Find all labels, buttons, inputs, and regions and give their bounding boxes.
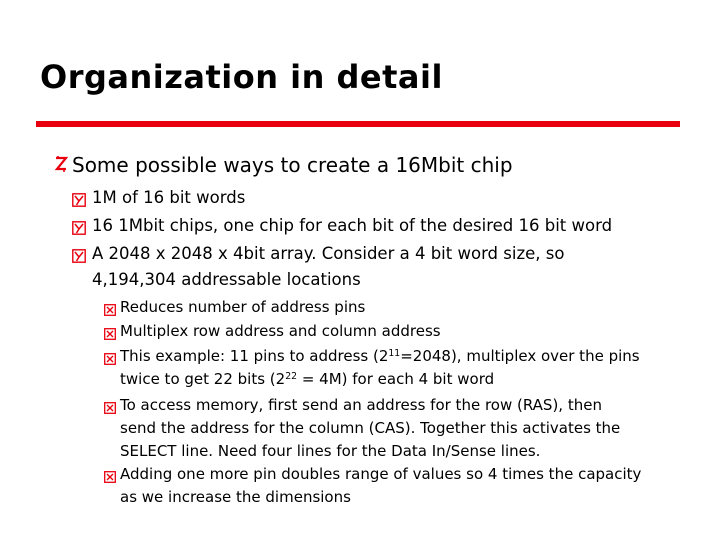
level3-item	[120, 347, 640, 365]
y-box-bullet-icon	[72, 192, 86, 206]
detail-continuation	[120, 488, 351, 506]
detail-text: Adding one more pin doubles range of values so 4 times the capacity	[120, 465, 642, 483]
level2-item	[92, 188, 245, 207]
x-box-bullet-icon	[104, 400, 116, 412]
option-continuation	[92, 270, 361, 289]
detail-continuation	[120, 370, 494, 388]
x-box-bullet-icon	[104, 326, 116, 338]
x-box-bullet-icon	[104, 302, 116, 314]
z-glyph-bullet-icon	[54, 155, 68, 178]
detail-text: This example: 11 pins to address (2	[120, 347, 389, 365]
detail-text: Reduces number of address pins	[120, 298, 366, 316]
option-text: 1M of 16 bit words	[92, 188, 246, 207]
level3-item	[120, 322, 441, 340]
level3-item	[120, 396, 602, 414]
detail-text: =2048), multiplex over the pins	[400, 347, 640, 365]
x-box-bullet-icon	[104, 469, 116, 481]
level3-item	[120, 298, 365, 316]
detail-continuation	[120, 419, 620, 437]
level3-item	[120, 465, 641, 483]
y-box-bullet-icon	[72, 248, 86, 262]
exponent: 11	[388, 347, 401, 359]
detail-text: send the address for the column (CAS). Together this activates the	[120, 419, 621, 437]
exponent: 22	[285, 370, 298, 382]
detail-text: Multiplex row address and column address	[120, 322, 441, 340]
option-text: 16 1Mbit chips, one chip for each bit of the desired 16 bit word	[92, 216, 613, 235]
level2-item	[92, 244, 564, 263]
detail-text: SELECT line. Need four lines for the Data In/Sense lines.	[120, 442, 541, 460]
level1-heading: Some possible ways to create a 16Mbit chip	[72, 153, 513, 177]
option-text: 4,194,304 addressable locations	[92, 270, 361, 289]
option-text: A 2048 x 2048 x 4bit array. Consider a 4 bit word size, so	[92, 244, 565, 263]
detail-text: = 4M) for each 4 bit word	[297, 370, 495, 388]
level1-item	[72, 153, 513, 177]
y-box-bullet-icon	[72, 220, 86, 234]
level2-item	[92, 216, 612, 235]
detail-continuation	[120, 442, 540, 460]
detail-text: twice to get 22 bits (2	[120, 370, 286, 388]
detail-text: as we increase the dimensions	[120, 488, 351, 506]
detail-text: To access memory, first send an address for the row (RAS), then	[120, 396, 602, 414]
x-box-bullet-icon	[104, 351, 116, 363]
title-underline	[36, 121, 680, 127]
slide-title: Organization in detail	[40, 58, 443, 96]
